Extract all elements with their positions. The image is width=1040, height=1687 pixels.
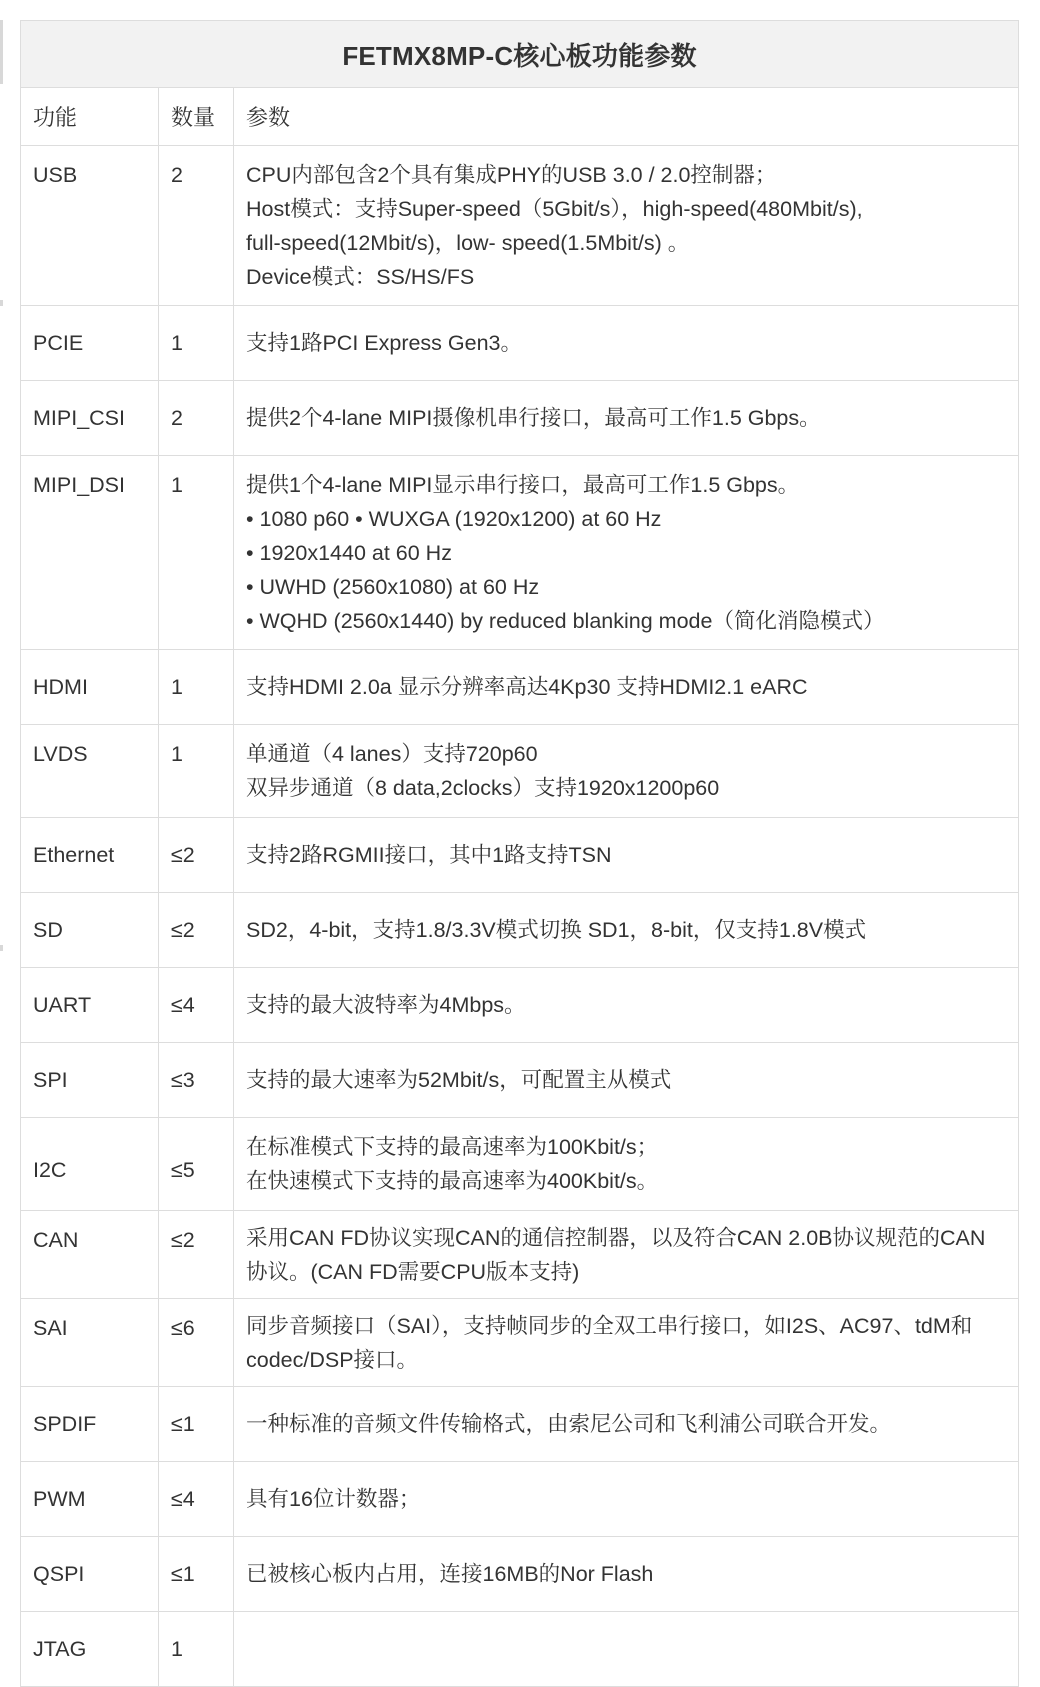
left-edge-line <box>0 945 3 951</box>
param-line: 在标准模式下支持的最高速率为100Kbit/s； <box>246 1135 659 1159</box>
row-params <box>234 1462 1019 1537</box>
row-count: 1 <box>159 1612 234 1687</box>
param-line: 支持2路RGMII接口，其中1路支持TSN <box>246 843 612 867</box>
row-name: CAN <box>21 1211 159 1299</box>
row-count: ≤4 <box>159 1462 234 1537</box>
param-line: 支持HDMI 2.0a 显示分辨率高达4Kp30 支持HDMI2.1 eARC <box>246 675 808 699</box>
row-name: SAI <box>21 1299 159 1387</box>
header-count: 数量 <box>159 88 234 146</box>
param-line: 提供2个4-lane MIPI摄像机串行接口，最高可工作1.5 Gbps。 <box>246 406 821 430</box>
row-params <box>234 893 1019 968</box>
row-params <box>234 146 1019 306</box>
table-row <box>21 1043 1019 1118</box>
row-name: MIPI_CSI <box>21 381 159 456</box>
table-row <box>21 650 1019 725</box>
table-row <box>21 893 1019 968</box>
row-name: Ethernet <box>21 818 159 893</box>
header-params: 参数 <box>234 88 1019 146</box>
row-count: 1 <box>159 725 234 818</box>
row-params <box>234 650 1019 725</box>
param-line: 双异步通道（8 data,2clocks）支持1920x1200p60 <box>246 776 720 800</box>
row-name: SPDIF <box>21 1387 159 1462</box>
row-name: UART <box>21 968 159 1043</box>
row-params <box>234 1118 1019 1211</box>
table-row <box>21 1211 1019 1299</box>
param-line: 支持的最大速率为52Mbit/s，可配置主从模式 <box>246 1068 672 1092</box>
row-name: MIPI_DSI <box>21 456 159 650</box>
param-line: 具有16位计数器； <box>246 1487 421 1511</box>
row-params <box>234 1299 1019 1387</box>
table-row <box>21 1537 1019 1612</box>
row-name: QSPI <box>21 1537 159 1612</box>
row-count: 1 <box>159 650 234 725</box>
row-name: JTAG <box>21 1612 159 1687</box>
header-row <box>21 88 1019 146</box>
param-line: Device模式：SS/HS/FS <box>246 264 475 289</box>
param-line: 支持1路PCI Express Gen3。 <box>246 331 523 355</box>
row-params <box>234 1612 1019 1687</box>
table-row <box>21 456 1019 650</box>
row-count: ≤4 <box>159 968 234 1043</box>
left-edge-line <box>0 20 3 84</box>
row-params <box>234 1211 1019 1299</box>
row-count: ≤5 <box>159 1118 234 1211</box>
row-name: I2C <box>21 1118 159 1211</box>
table-row <box>21 818 1019 893</box>
row-name: USB <box>21 146 159 306</box>
table-row <box>21 306 1019 381</box>
row-count: ≤2 <box>159 818 234 893</box>
row-name: PWM <box>21 1462 159 1537</box>
table-row <box>21 968 1019 1043</box>
param-line: full-speed(12Mbit/s)，low- speed(1.5Mbit/s) 。 <box>246 230 690 255</box>
row-count: ≤2 <box>159 1211 234 1299</box>
table-row <box>21 725 1019 818</box>
table-row <box>21 1387 1019 1462</box>
spec-table <box>20 20 1019 1687</box>
row-count: 1 <box>159 456 234 650</box>
param-line: • 1080 p60 • WUXGA (1920x1200) at 60 Hz <box>246 506 662 531</box>
header-function: 功能 <box>21 88 159 146</box>
param-line: 在快速模式下支持的最高速率为400Kbit/s。 <box>246 1169 659 1193</box>
row-params <box>234 725 1019 818</box>
param-line: • 1920x1440 at 60 Hz <box>246 540 452 565</box>
param-line: Host模式：支持Super-speed（5Gbit/s），high-speed(480Mbit/s), <box>246 196 863 221</box>
table-row <box>21 146 1019 306</box>
row-params <box>234 456 1019 650</box>
param-line: • WQHD (2560x1440) by reduced blanking mode（简化消隐模式） <box>246 608 885 633</box>
table-row <box>21 381 1019 456</box>
row-params <box>234 1043 1019 1118</box>
row-count: 2 <box>159 381 234 456</box>
row-params <box>234 1537 1019 1612</box>
param-line: • UWHD (2560x1080) at 60 Hz <box>246 574 540 599</box>
row-params <box>234 818 1019 893</box>
left-edge-line <box>0 300 3 306</box>
table-row <box>21 1118 1019 1211</box>
row-count: 1 <box>159 306 234 381</box>
row-name: SD <box>21 893 159 968</box>
param-line: 提供1个4-lane MIPI显示串行接口，最高可工作1.5 Gbps。 <box>246 472 800 497</box>
row-count: ≤2 <box>159 893 234 968</box>
param-line: 已被核心板内占用，连接16MB的Nor Flash <box>246 1562 654 1586</box>
row-params <box>234 1387 1019 1462</box>
row-count: ≤6 <box>159 1299 234 1387</box>
param-line: 同步音频接口（SAI），支持帧同步的全双工串行接口，如I2S、AC97、tdM和codec/DSP接口。 <box>246 1313 973 1372</box>
row-count: 2 <box>159 146 234 306</box>
row-count: ≤3 <box>159 1043 234 1118</box>
param-line: 一种标准的音频文件传输格式，由索尼公司和飞利浦公司联合开发。 <box>246 1412 892 1436</box>
param-line: 支持的最大波特率为4Mbps。 <box>246 993 526 1017</box>
table-row <box>21 1612 1019 1687</box>
param-line: 采用CAN FD协议实现CAN的通信控制器，以及符合CAN 2.0B协议规范的CAN协议。(CAN FD需要CPU版本支持) <box>246 1225 986 1284</box>
row-name: PCIE <box>21 306 159 381</box>
row-name: LVDS <box>21 725 159 818</box>
table-row <box>21 1462 1019 1537</box>
table-row <box>21 1299 1019 1387</box>
param-line: CPU内部包含2个具有集成PHY的USB 3.0 / 2.0控制器； <box>246 162 777 187</box>
row-count: ≤1 <box>159 1537 234 1612</box>
row-params <box>234 306 1019 381</box>
param-line: SD2，4-bit，支持1.8/3.3V模式切换 SD1，8-bit，仅支持1.8V模式 <box>246 918 867 942</box>
row-name: HDMI <box>21 650 159 725</box>
row-params <box>234 968 1019 1043</box>
row-params <box>234 381 1019 456</box>
table-title: FETMX8MP-C核心板功能参数 <box>21 21 1019 88</box>
param-line: 单通道（4 lanes）支持720p60 <box>246 742 538 766</box>
row-name: SPI <box>21 1043 159 1118</box>
row-count: ≤1 <box>159 1387 234 1462</box>
